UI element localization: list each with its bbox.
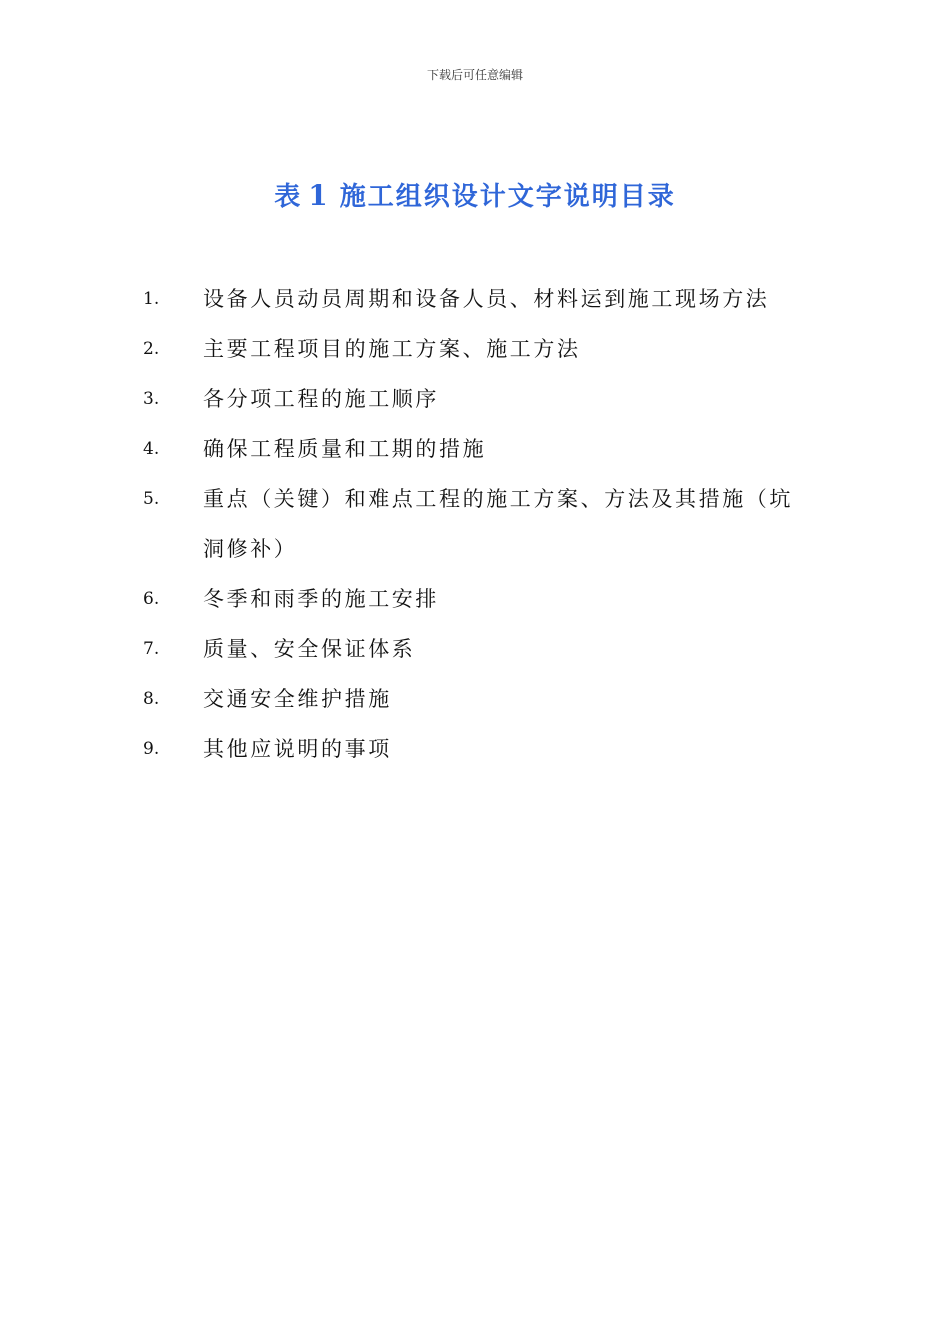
toc-item-number: 7. (143, 639, 160, 659)
toc-item-number: 2. (143, 339, 160, 359)
toc-item-text: 设备人员动员周期和设备人员、材料运到施工现场方法 (203, 287, 770, 311)
toc-item-text: 质量、安全保证体系 (203, 637, 416, 661)
toc-item-number: 6. (143, 589, 160, 609)
toc-item-2 (0, 324, 950, 374)
toc-item-number: 5. (143, 489, 160, 509)
toc-item-5 (0, 474, 950, 574)
title-number: 1 (308, 179, 330, 212)
toc-item-text: 冬季和雨季的施工安排 (203, 587, 439, 611)
toc-item-text: 主要工程项目的施工方案、施工方法 (203, 337, 581, 361)
title-prefix: 表 (274, 182, 303, 212)
page-title (0, 176, 950, 213)
toc-item-4 (0, 424, 950, 474)
toc-item-number: 8. (143, 689, 160, 709)
header-note: 下载后可任意编辑 (426, 68, 523, 82)
toc-item-number: 1. (143, 289, 160, 309)
toc-item-text: 交通安全维护措施 (203, 687, 392, 711)
toc-item-7 (0, 624, 950, 674)
toc-item-text: 其他应说明的事项 (203, 737, 392, 761)
toc-item-number: 3. (143, 389, 160, 409)
toc-item-8 (0, 674, 950, 724)
toc-item-9 (0, 724, 950, 774)
toc-item-6 (0, 574, 950, 624)
toc-item-text: 确保工程质量和工期的措施 (203, 437, 487, 461)
title-text: 施工组织设计文字说明目录 (339, 182, 676, 212)
toc-item-number: 9. (143, 739, 160, 759)
toc-item-3 (0, 374, 950, 424)
toc-item-text: 各分项工程的施工顺序 (203, 387, 439, 411)
table-of-contents (0, 274, 950, 774)
toc-item-number: 4. (143, 439, 160, 459)
toc-item-1 (0, 274, 950, 324)
toc-item-text: 重点（关键）和难点工程的施工方案、方法及其措施（坑洞修补） (203, 487, 793, 561)
